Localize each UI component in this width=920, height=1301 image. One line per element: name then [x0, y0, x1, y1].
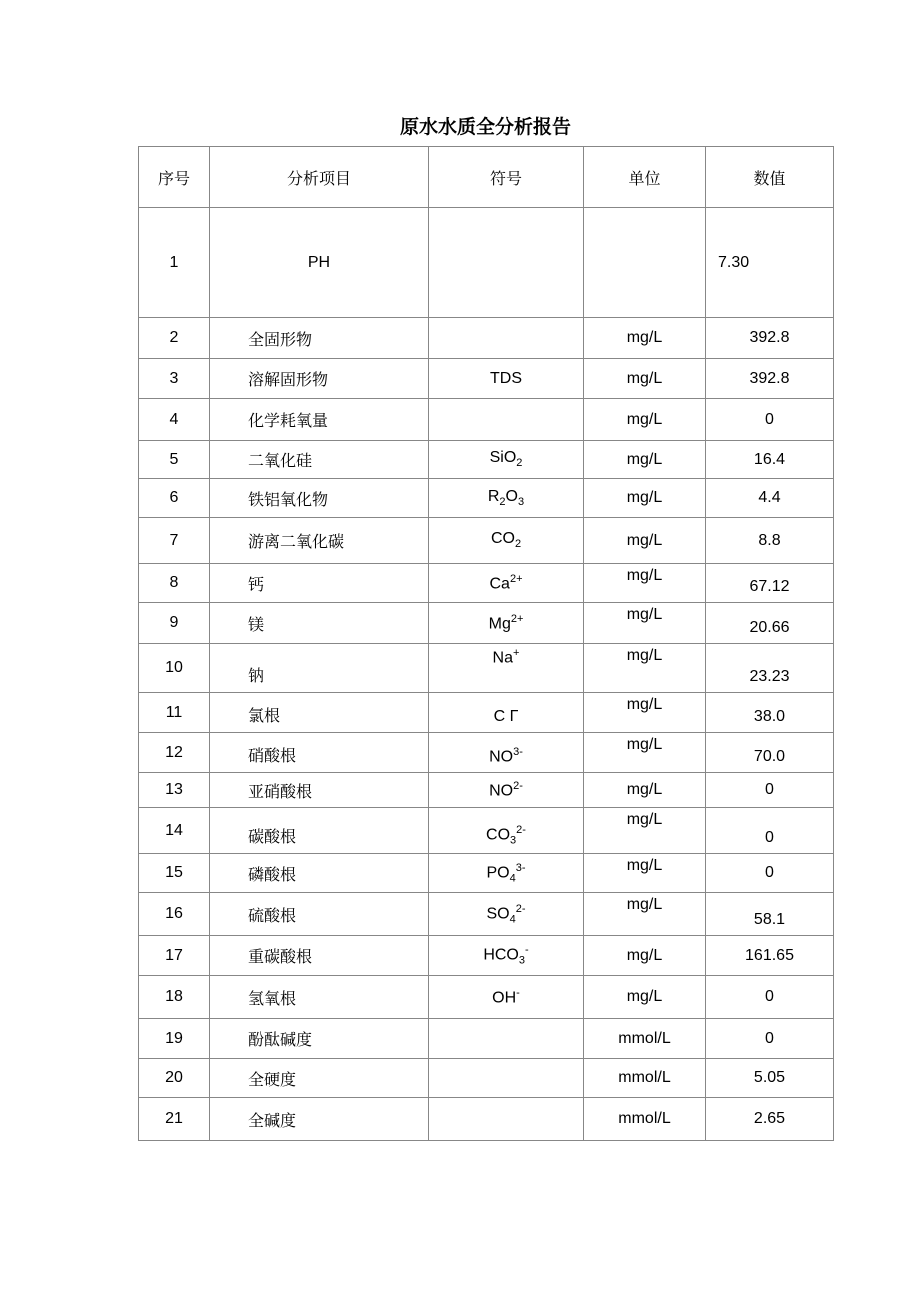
value-cell: 38.0 — [706, 693, 834, 733]
row-num-cell: 11 — [139, 693, 210, 733]
analysis-table — [138, 146, 834, 1141]
item-cell: 硫酸根 — [210, 893, 429, 936]
item-cell: 全固形物 — [210, 318, 429, 359]
table-row — [139, 318, 834, 359]
item-cell: 全硬度 — [210, 1059, 429, 1098]
item-cell: 全碱度 — [210, 1098, 429, 1141]
row-num-cell: 5 — [139, 441, 210, 479]
unit-cell: mmol/L — [584, 1098, 706, 1141]
row-num-cell: 7 — [139, 518, 210, 564]
value-cell: 2.65 — [706, 1098, 834, 1141]
item-cell: 铁铝氧化物 — [210, 479, 429, 518]
item-cell: 镁 — [210, 603, 429, 644]
value-cell: 8.8 — [706, 518, 834, 564]
unit-cell: mmol/L — [584, 1059, 706, 1098]
table-row — [139, 733, 834, 773]
table-row — [139, 693, 834, 733]
table-row — [139, 644, 834, 693]
row-num-cell: 8 — [139, 564, 210, 603]
value-cell: 20.66 — [706, 603, 834, 644]
unit-cell: mg/L — [584, 733, 706, 773]
table-row — [139, 773, 834, 808]
value-cell: 23.23 — [706, 644, 834, 693]
unit-cell: mg/L — [584, 603, 706, 644]
unit-cell: mg/L — [584, 976, 706, 1019]
value-cell: 392.8 — [706, 359, 834, 399]
header-symbol: 符号 — [429, 147, 584, 208]
value-cell: 16.4 — [706, 441, 834, 479]
value-cell: 67.12 — [706, 564, 834, 603]
unit-cell: mg/L — [584, 644, 706, 693]
value-cell: 161.65 — [706, 936, 834, 976]
symbol-cell: $PO_4^{3-}$ — [429, 854, 584, 893]
item-cell: 酚酞碱度 — [210, 1019, 429, 1059]
table-row — [139, 479, 834, 518]
row-num-cell: 17 — [139, 936, 210, 976]
symbol-cell: Na+ — [429, 644, 584, 693]
row-num-cell: 15 — [139, 854, 210, 893]
table-row — [139, 854, 834, 893]
row-num-cell: 18 — [139, 976, 210, 1019]
value-cell: 0 — [706, 854, 834, 893]
header-unit: 单位 — [584, 147, 706, 208]
symbol-cell: $NO^{2-}$ — [429, 773, 584, 808]
symbol-cell: $Ca^{2+}$ — [429, 564, 584, 603]
table-header-row — [139, 147, 834, 208]
unit-cell: mg/L — [584, 893, 706, 936]
unit-cell: mg/L — [584, 564, 706, 603]
table-row — [139, 399, 834, 441]
unit-cell: mg/L — [584, 808, 706, 854]
table-row — [139, 441, 834, 479]
value-cell: 5.05 — [706, 1059, 834, 1098]
item-cell: 磷酸根 — [210, 854, 429, 893]
row-num-cell: 16 — [139, 893, 210, 936]
table-row — [139, 564, 834, 603]
row-num-cell: 4 — [139, 399, 210, 441]
item-cell: 钠 — [210, 644, 429, 693]
symbol-cell — [429, 399, 584, 441]
row-num-cell: 13 — [139, 773, 210, 808]
header-item: 分析项目 — [210, 147, 429, 208]
symbol-cell — [429, 208, 584, 318]
row-num-cell: 3 — [139, 359, 210, 399]
item-cell: 二氧化硅 — [210, 441, 429, 479]
value-cell: 392.8 — [706, 318, 834, 359]
symbol-cell — [429, 1098, 584, 1141]
value-cell: 0 — [706, 773, 834, 808]
table-row — [139, 893, 834, 936]
table-row — [139, 1059, 834, 1098]
symbol-cell — [429, 318, 584, 359]
item-cell: 重碳酸根 — [210, 936, 429, 976]
header-value: 数值 — [706, 147, 834, 208]
unit-cell: mg/L — [584, 479, 706, 518]
unit-cell: mg/L — [584, 359, 706, 399]
unit-cell: mg/L — [584, 441, 706, 479]
unit-cell: mg/L — [584, 693, 706, 733]
table-row — [139, 208, 834, 318]
value-cell: 0 — [706, 1019, 834, 1059]
row-num-cell: 20 — [139, 1059, 210, 1098]
item-cell: PH — [210, 208, 429, 318]
table-row — [139, 1019, 834, 1059]
symbol-cell: $Mg^{2+}$ — [429, 603, 584, 644]
header-num: 序号 — [139, 147, 210, 208]
item-cell: 亚硝酸根 — [210, 773, 429, 808]
symbol-cell: TDS — [429, 359, 584, 399]
item-cell: 氢氧根 — [210, 976, 429, 1019]
item-cell: 溶解固形物 — [210, 359, 429, 399]
unit-cell: mg/L — [584, 399, 706, 441]
symbol-cell: $R_2O_3$ — [429, 479, 584, 518]
row-num-cell: 19 — [139, 1019, 210, 1059]
row-num-cell: 6 — [139, 479, 210, 518]
row-num-cell: 14 — [139, 808, 210, 854]
item-cell: 碳酸根 — [210, 808, 429, 854]
row-num-cell: 1 — [139, 208, 210, 318]
symbol-cell: $CO_2$ — [429, 518, 584, 564]
value-cell: 0 — [706, 399, 834, 441]
value-cell: 58.1 — [706, 893, 834, 936]
table-row — [139, 808, 834, 854]
table-row — [139, 359, 834, 399]
value-cell: 70.0 — [706, 733, 834, 773]
item-cell: 钙 — [210, 564, 429, 603]
value-cell: 0 — [706, 808, 834, 854]
symbol-cell: $CO_3^{2-}$ — [429, 808, 584, 854]
item-cell: 硝酸根 — [210, 733, 429, 773]
page-title: 原水水质全分析报告 — [399, 117, 571, 138]
item-cell: 游离二氧化碳 — [210, 518, 429, 564]
table-row — [139, 976, 834, 1019]
symbol-cell: $NO^{3-}$ — [429, 733, 584, 773]
unit-cell: mg/L — [584, 318, 706, 359]
unit-cell: mg/L — [584, 854, 706, 893]
symbol-cell: C Γ — [429, 693, 584, 733]
row-num-cell: 9 — [139, 603, 210, 644]
table-row — [139, 936, 834, 976]
value-cell: 0 — [706, 976, 834, 1019]
symbol-cell: $HCO_3^-$ — [429, 936, 584, 976]
item-cell: 氯根 — [210, 693, 429, 733]
unit-cell: mg/L — [584, 773, 706, 808]
value-cell: 4.4 — [706, 479, 834, 518]
row-num-cell: 12 — [139, 733, 210, 773]
symbol-cell — [429, 1019, 584, 1059]
unit-cell: mg/L — [584, 518, 706, 564]
row-num-cell: 21 — [139, 1098, 210, 1141]
symbol-cell: SiO$_2$ — [429, 441, 584, 479]
unit-cell: mmol/L — [584, 1019, 706, 1059]
row-num-cell: 2 — [139, 318, 210, 359]
table-row — [139, 1098, 834, 1141]
unit-cell: mg/L — [584, 936, 706, 976]
symbol-cell — [429, 1059, 584, 1098]
table-row — [139, 518, 834, 564]
row-num-cell: 10 — [139, 644, 210, 693]
symbol-cell: OH- — [429, 976, 584, 1019]
value-cell: 7.30 — [706, 208, 834, 318]
symbol-cell: $SO_4^{2-}$ — [429, 893, 584, 936]
table-row — [139, 603, 834, 644]
item-cell: 化学耗氧量 — [210, 399, 429, 441]
unit-cell — [584, 208, 706, 318]
